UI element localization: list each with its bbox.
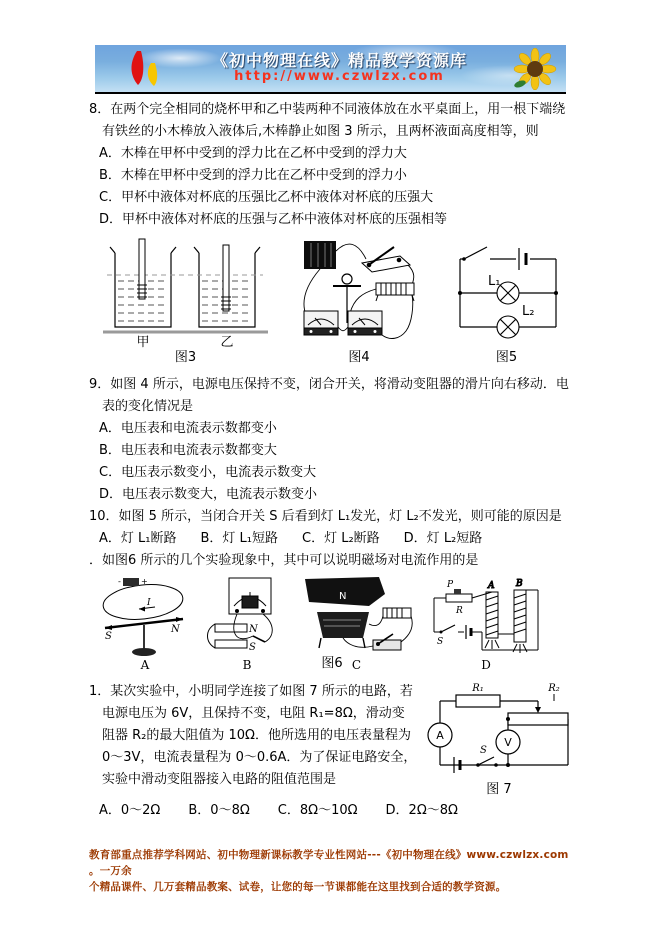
magnet-s-label: S [249,642,256,653]
voltmeter-label: V [504,736,512,749]
question-10-options [89,528,575,550]
r2-label: R₂ [548,683,560,694]
question-8 [89,99,575,231]
option-b: B．电压表和电流表示数都变大 [99,443,277,458]
wood-stick-right [221,245,231,311]
galvanometer-magnet-drawing [207,576,287,658]
switch [362,247,410,272]
site-footer [89,847,576,895]
switch [437,625,455,647]
figure-row-1 [89,235,575,366]
question-10 [89,506,575,572]
battery-plus: + [141,577,148,586]
lamp-2-label: L₂ [522,304,535,319]
experiment-circuit-drawing [424,681,574,781]
option-a: A．木棒在甲杯中受到的浮力比在乙杯中受到的浮力大 [99,146,407,161]
figure-3 [103,235,268,366]
lamp-2 [497,316,519,338]
coil-B [513,579,527,653]
figure-3-caption: 图3 [174,350,197,365]
banner-text [167,52,512,85]
figure-6-b-label: B [242,658,252,672]
figure-6-d [426,576,546,673]
question-9-stem [89,374,575,418]
question-11-options [89,800,575,822]
beakers-drawing [103,235,268,349]
option-c: C．甲杯中液体对杯底的压强比乙杯中液体对杯底的压强大 [99,190,434,205]
question-10b-stem [89,550,575,572]
ammeter [428,723,452,747]
switch-board [373,634,401,650]
option-c: C．8Ω～10Ω [277,803,358,818]
figure-6-c [299,576,414,673]
option-b: B．木棒在甲杯中受到的浮力比在乙杯中受到的浮力小 [99,168,407,183]
document-body [89,99,575,822]
figure-6-c-label: C [351,658,362,672]
option-a: A．灯 L₁断路 [99,531,177,546]
current-label: I [147,598,151,608]
question-8-number: 8． [89,102,111,117]
option-d: D．2Ω～8Ω [385,803,458,818]
question-10b-text: ．如图6 所示的几个实验现象中，其中可以说明磁场对电流作用的是 [89,553,479,568]
battery-minus: - [118,577,121,586]
coil-table [317,612,369,648]
magnet-over-coil-drawing [299,576,414,658]
figure-7 [423,681,575,798]
question-9 [89,374,575,506]
option-d: D．电压表示数变大，电流表示数变小 [99,487,318,502]
electromagnet-circuit-drawing [426,576,546,658]
beaker-right-label: 乙 [220,335,234,349]
figure-6-caption: 图6 [321,656,343,671]
rheostat-R [446,580,472,616]
question-9-options [89,418,575,506]
footer-line-2: 个精品课件、几万套精品教案、试卷，让您的每一节课都能在这里找到合适的教学资源。 [89,881,507,893]
figure-4 [300,235,418,366]
wood-stick-left [137,239,147,299]
coil-a-label: A [488,581,495,591]
battery [123,578,139,586]
battery [519,248,526,270]
figure-4-caption: 图4 [348,350,370,365]
switch-s-label: S [480,745,487,756]
beaker-left-label: 甲 [136,335,150,349]
meter-1 [304,311,338,335]
figure-7-caption: 图 7 [486,782,512,797]
question-10-stem [89,506,575,528]
question-10-number: 10． [89,509,119,524]
switch [462,247,487,261]
question-9-text: 如图 4 所示，电源电压保持不变，闭合开关，将滑动变阻器的滑片向右移动．电表的变化情况是 [102,377,569,414]
sunflower-icon [512,48,558,90]
option-b: B．0～8Ω [188,803,250,818]
question-11 [89,681,575,822]
circuit-apparatus-drawing [300,235,418,349]
r1-label: R₁ [472,683,484,694]
rheostat [383,608,411,618]
figure-6-b [207,576,287,673]
battery [466,625,471,639]
needle-s-label: S [105,631,112,642]
option-c: C．灯 L₂断路 [302,531,380,546]
horseshoe-magnet [208,624,248,648]
question-11-text: ．某次实验中，小明同学连接了如图 7 所示的电路，若电源电压为 6V，且保持不变，电阻 R₁=8Ω，滑动变阻器 R₂的最大阻值为 10Ω．他所选用的电压表量程为 0～3V，电流表量程为 0～0.6A．为了保证电路安全，实验中滑动变阻器接入电路的阻值范围是 [97,684,417,787]
banner-url[interactable]: http://www.czwlzx.com [234,69,445,85]
question-8-stem [89,99,575,143]
magnet-n-label: N [249,624,258,635]
figure-row-6 [89,576,575,673]
ammeter-label: A [436,729,444,742]
voltmeter [496,730,520,754]
question-8-options [89,143,575,231]
rheostat-R2 [508,713,568,725]
question-10-text: 如图 5 所示，当闭合开关 S 后看到灯 L₁发光，灯 L₂不发光，则可能的原因是 [118,509,562,524]
footer-line-1: 教育部重点推荐学科网站、初中物理新课标教学专业性网站---《初中物理在线》www.czwlzx.com 。一万余 [89,849,569,877]
option-c: C．电压表示数变小，电流表示数变大 [99,465,317,480]
battery-pack [304,241,336,269]
option-a: A．0～2Ω [99,803,161,818]
slider-arrow [535,707,541,713]
question-11-number: 1 [89,684,98,699]
resistor-R1 [456,695,500,707]
parallel-lamps-circuit [444,235,569,349]
option-d: D．灯 L₂短路 [403,531,483,546]
slider-p-label: P [447,580,454,590]
switch [476,745,498,767]
galvanometer [229,578,271,614]
compass-wire-loop-drawing [95,576,195,658]
figure-6-a-label: A [140,658,150,672]
site-banner [95,45,566,94]
rheostat [376,283,414,301]
figure-6-a [95,576,195,673]
question-9-number: 9． [89,377,111,392]
meter-2 [348,311,382,335]
figure-5-caption: 图5 [495,350,518,365]
option-b: B．灯 L₁短路 [200,531,278,546]
rheostat-r-label: R [456,606,463,616]
banner-title: 《初中物理在线》精品教学资源库 [211,50,467,70]
figure-6-d-label: D [481,658,491,672]
figure-5 [444,235,569,366]
coil-b-label: B [516,579,523,589]
option-a: A．电压表和电流表示数都变小 [99,421,277,436]
coil-A [485,581,499,649]
needle-n-label: N [171,624,180,635]
switch-s-label: S [437,637,444,647]
lamp-1-label: L₁ [488,274,501,289]
option-d: D．甲杯中液体对杯底的压强与乙杯中液体对杯底的压强相等 [99,212,448,227]
flame-logo-icon [121,49,167,89]
magnet-n-label: N [339,591,347,602]
question-8-text: 在两个完全相同的烧杯甲和乙中装两种不同液体放在水平桌面上，用一根下端绕有铁丝的小木棒放入液体后,木棒静止如图 3 所示，且两杯液面高度相等，则 [102,102,566,139]
